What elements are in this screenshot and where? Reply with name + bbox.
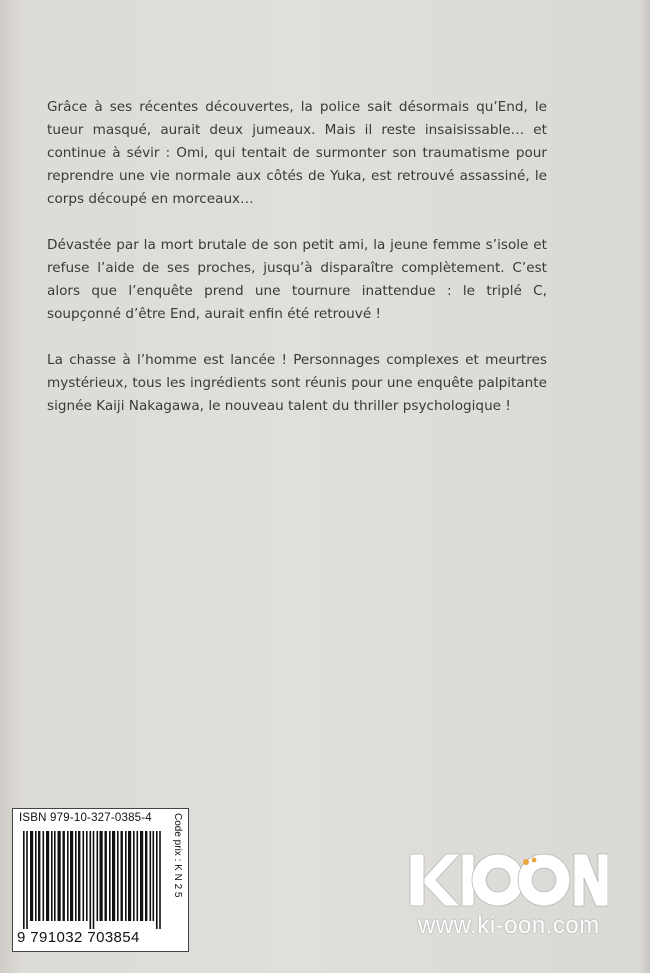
barcode-label bbox=[12, 808, 189, 952]
ean-digits: 9 791032 703854 bbox=[17, 929, 140, 946]
publisher-url[interactable]: www.ki-oon.com bbox=[418, 912, 600, 939]
synopsis-paragraph-1: Grâce à ses récentes découvertes, la police sait désormais qu’End, le tueur masqué, aurait deux jumeaux. Mais il reste insaisissable… et continue à sévir : Omi, qui tentait de surmonter son traumatisme pour reprendre une vie normale aux côtés de Yuka, est retrouvé assassiné, le corps découpé en morceaux… bbox=[47, 99, 547, 207]
isbn-number: ISBN 979-10-327-0385-4 bbox=[19, 812, 152, 824]
barcode-icon bbox=[23, 831, 161, 929]
synopsis-paragraph-2: Dévastée par la mort brutale de son petit ami, la jeune femme s’isole et refuse l’aide de ses proches, jusqu’à disparaître complètement. C’est alors que l’enquête prend une tournure inattendue : le triplé C, soupçonné d’être End, aurait enfin été retrouvé ! bbox=[47, 237, 547, 322]
synopsis-text bbox=[47, 96, 547, 441]
synopsis-paragraph-3: La chasse à l’homme est lancée ! Personnages complexes et meurtres mystérieux, tous les ingrédients sont réunis pour une enquête palpitante signée Kaiji Nakagawa, le nouveau talent du thriller psychologique ! bbox=[47, 352, 547, 414]
price-code: Code prix : K N 2 5 bbox=[172, 813, 183, 898]
